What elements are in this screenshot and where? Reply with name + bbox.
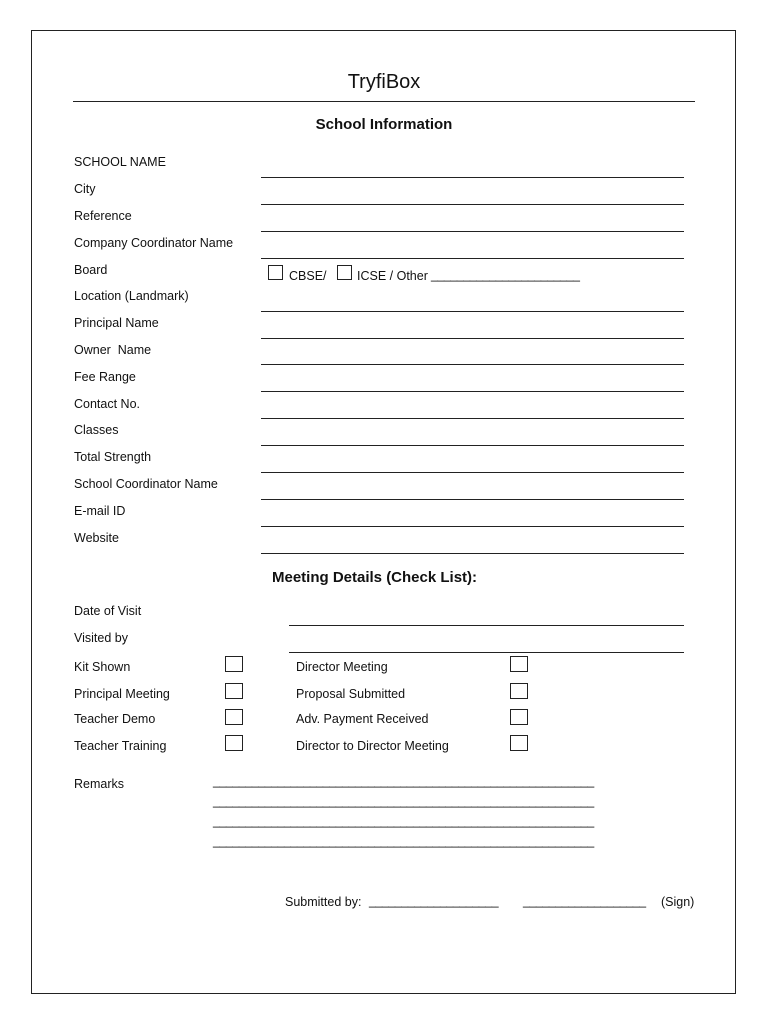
principal-meeting-checkbox[interactable] xyxy=(225,683,243,699)
remarks-line-4[interactable]: ___________________________________________________________ xyxy=(213,834,594,848)
title-divider xyxy=(73,101,695,102)
date-of-visit-label: Date of Visit xyxy=(74,604,142,618)
field-label-email: E-mail ID xyxy=(74,504,126,518)
reference-input-line[interactable] xyxy=(261,231,684,232)
remarks-line-3[interactable]: ___________________________________________________________ xyxy=(213,814,594,828)
meeting-details-heading: Meeting Details (Check List): xyxy=(272,569,478,586)
board-other-input-line[interactable]: _______________________ xyxy=(431,268,580,282)
field-label-owner-name: Owner Name xyxy=(74,343,152,357)
total-strength-input-line[interactable] xyxy=(261,472,684,473)
board-option-separator: / xyxy=(323,269,327,283)
checklist-label-teacher-demo: Teacher Demo xyxy=(74,712,156,726)
school-name-input-line[interactable] xyxy=(261,177,684,178)
checklist-label-director-to-director: Director to Director Meeting xyxy=(296,739,449,753)
teacher-training-checkbox[interactable] xyxy=(225,735,243,751)
cbse-option-label: CBSE xyxy=(289,269,324,283)
field-label-contact-no: Contact No. xyxy=(74,397,141,411)
checklist-label-teacher-training: Teacher Training xyxy=(74,739,167,753)
remarks-line-1[interactable]: ___________________________________________________________ xyxy=(213,774,594,788)
director-to-director-checkbox[interactable] xyxy=(510,735,528,751)
icse-other-option-label: ICSE / Other xyxy=(357,269,428,283)
checklist-label-principal-meeting: Principal Meeting xyxy=(74,687,170,701)
remarks-line-2[interactable]: ___________________________________________________________ xyxy=(213,794,594,808)
company-coordinator-input-line[interactable] xyxy=(261,258,684,259)
visited-by-label: Visited by xyxy=(74,631,128,645)
field-label-total-strength: Total Strength xyxy=(74,450,152,464)
field-label-company-coordinator: Company Coordinator Name xyxy=(74,236,234,250)
field-label-city: City xyxy=(74,182,96,196)
contact-no-input-line[interactable] xyxy=(261,418,684,419)
field-label-reference: Reference xyxy=(74,209,132,223)
checklist-label-director-meeting: Director Meeting xyxy=(296,660,388,674)
director-meeting-checkbox[interactable] xyxy=(510,656,528,672)
date-of-visit-input-line[interactable] xyxy=(289,625,684,626)
field-label-principal-name: Principal Name xyxy=(74,316,159,330)
school-coordinator-input-line[interactable] xyxy=(261,499,684,500)
owner-name-input-line[interactable] xyxy=(261,364,684,365)
cbse-checkbox[interactable] xyxy=(268,265,283,280)
submitted-by-label: Submitted by: xyxy=(285,895,362,909)
brand-title: TryfiBox xyxy=(347,71,421,93)
checklist-label-kit-shown: Kit Shown xyxy=(74,660,131,674)
classes-input-line[interactable] xyxy=(261,445,684,446)
field-label-board: Board xyxy=(74,263,108,277)
field-label-school-coordinator: School Coordinator Name xyxy=(74,477,218,491)
fee-range-input-line[interactable] xyxy=(261,391,684,392)
signature-input-line[interactable]: ___________________ xyxy=(523,894,646,908)
principal-name-input-line[interactable] xyxy=(261,338,684,339)
icse-other-checkbox[interactable] xyxy=(337,265,352,280)
submitted-by-input-line[interactable]: ____________________ xyxy=(369,894,499,908)
visited-by-input-line[interactable] xyxy=(289,652,684,653)
field-label-classes: Classes xyxy=(74,423,119,437)
city-input-line[interactable] xyxy=(261,204,684,205)
remarks-label: Remarks xyxy=(74,777,125,791)
proposal-submitted-checkbox[interactable] xyxy=(510,683,528,699)
field-label-fee-range: Fee Range xyxy=(74,370,136,384)
school-information-heading: School Information xyxy=(315,116,453,133)
kit-shown-checkbox[interactable] xyxy=(225,656,243,672)
location-input-line[interactable] xyxy=(261,311,684,312)
website-input-line[interactable] xyxy=(261,553,684,554)
adv-payment-checkbox[interactable] xyxy=(510,709,528,725)
form-page xyxy=(31,30,736,994)
checklist-label-adv-payment: Adv. Payment Received xyxy=(296,712,429,726)
teacher-demo-checkbox[interactable] xyxy=(225,709,243,725)
checklist-label-proposal-submitted: Proposal Submitted xyxy=(296,687,406,701)
email-input-line[interactable] xyxy=(261,526,684,527)
field-label-school-name: SCHOOL NAME xyxy=(74,155,166,169)
sign-label: (Sign) xyxy=(661,895,695,909)
field-label-website: Website xyxy=(74,531,119,545)
field-label-location: Location (Landmark) xyxy=(74,289,189,303)
